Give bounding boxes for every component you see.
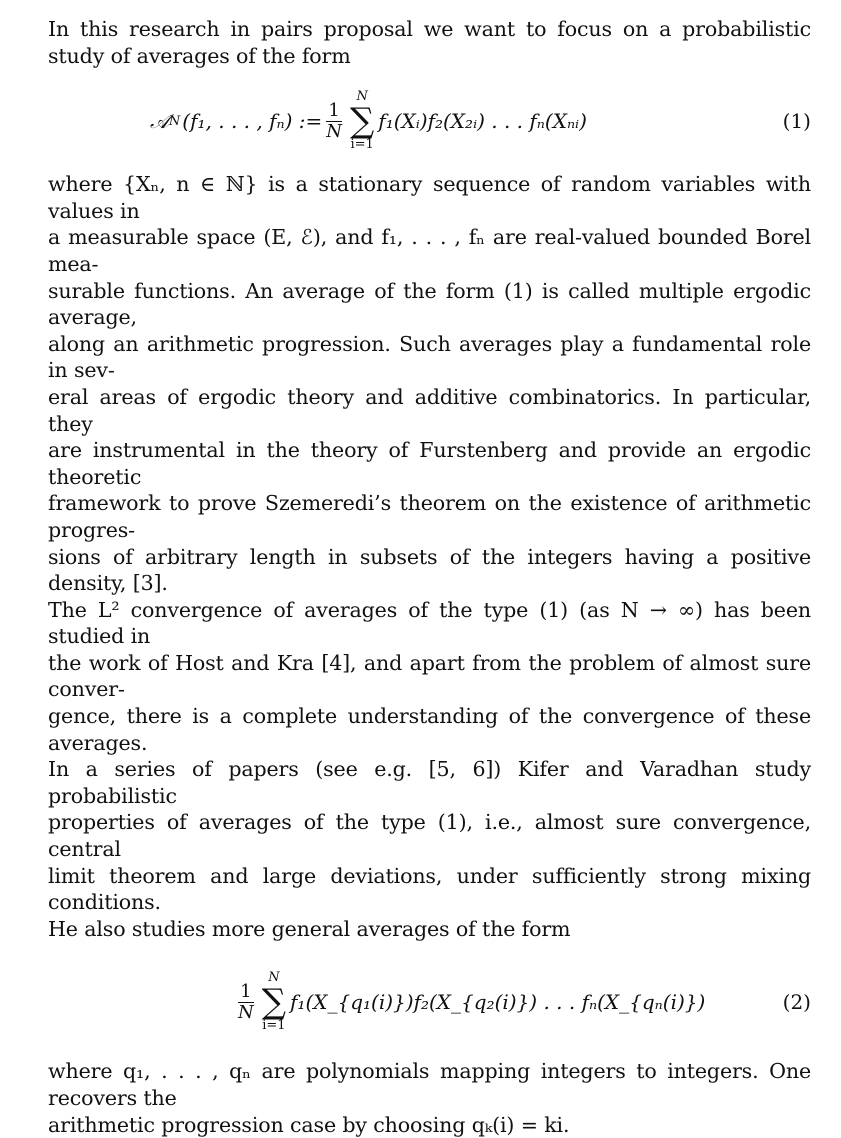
- paragraph-line: where q₁, . . . , qₙ are polynomials mapping integers to integers. One recovers the: [48, 1059, 811, 1110]
- sigma-icon: ∑: [261, 982, 287, 1023]
- equation-1: [48, 73, 811, 169]
- paragraph-line: surable functions. An average of the form (1) is called multiple ergodic average,: [48, 278, 811, 330]
- document-page: [48, 16, 811, 1138]
- paragraph-line: arithmetic progression case by choosing qₖ(i) = ki.: [48, 1112, 570, 1137]
- paragraph-line: properties of averages of the type (1), i.e., almost sure convergence, central: [48, 810, 811, 862]
- paragraph-line: limit theorem and large deviations, under sufficiently strong mixing conditions.: [48, 863, 811, 915]
- eq2-fraction: [238, 982, 254, 1023]
- paragraph-line: framework to prove Szemeredi’s theorem on the existence of arithmetic progres-: [48, 491, 811, 542]
- eq1-frac-den: N: [326, 120, 343, 142]
- main-paragraph: [48, 171, 811, 942]
- paragraph-line: the work of Host and Kra [4], and apart from the problem of almost sure conver-: [48, 650, 811, 702]
- eq1-fraction: [326, 101, 342, 142]
- eq2-frac-num: 1: [240, 980, 252, 1002]
- equation-1-label: (1): [782, 109, 811, 134]
- equation-2-formula: [234, 954, 705, 1050]
- paragraph-line: sions of arbitrary length in subsets of the integers having a positive density, [3].: [48, 544, 811, 596]
- intro-paragraph: In this research in pairs proposal we want to focus on a probabilistic study of averages of the form: [48, 17, 811, 68]
- eq1-body: f₁(Xᵢ)f₂(X₂ᵢ) . . . fₙ(Xₙᵢ): [378, 109, 587, 134]
- eq1-lhs-symbol: 𝒜: [150, 109, 169, 134]
- paragraph-line: where {Xₙ, n ∈ ℕ} is a stationary sequence of random variables with values in: [48, 172, 811, 223]
- equation-2-label: (2): [782, 990, 811, 1015]
- eq2-frac-den: N: [238, 1001, 254, 1023]
- eq2-summation: [262, 971, 286, 1033]
- paragraph-line: He also studies more general averages of the form: [48, 916, 571, 941]
- paragraph-line: eral areas of ergodic theory and additive combinatorics. In particular, they: [48, 384, 811, 436]
- paragraph-line: The L² convergence of averages of the type (1) (as N → ∞) has been studied in: [48, 597, 811, 649]
- eq1-summation: [350, 90, 374, 152]
- closing-paragraph: [48, 1058, 811, 1138]
- paragraph-line: gence, there is a complete understanding of the convergence of these averages.: [48, 704, 811, 755]
- eq1-lhs-args: (f₁, . . . , fₙ) :=: [182, 109, 323, 134]
- eq1-sum-upper: N: [356, 89, 368, 105]
- equation-1-formula: [150, 73, 587, 169]
- paragraph-line: are instrumental in the theory of Furstenberg and provide an ergodic theoretic: [48, 438, 811, 489]
- sigma-icon: ∑: [350, 101, 375, 142]
- eq1-sum-lower: i=1: [350, 137, 374, 153]
- equation-2: [48, 954, 811, 1050]
- eq1-frac-num: 1: [328, 99, 340, 121]
- eq2-sum-lower: i=1: [262, 1018, 286, 1034]
- eq2-sum-upper: N: [268, 970, 280, 986]
- paragraph-line: a measurable space (E, ℰ), and f₁, . . . , fₙ are real-valued bounded Borel mea-: [48, 225, 811, 276]
- eq1-lhs-sub: N: [168, 113, 181, 129]
- paragraph-line: In a series of papers (see e.g. [5, 6]) Kifer and Varadhan study probabilistic: [48, 757, 811, 808]
- paragraph-line: along an arithmetic progression. Such averages play a fundamental role in sev-: [48, 331, 811, 383]
- eq2-body: f₁(X_{q₁(i)})f₂(X_{q₂(i)}) . . . fₙ(X_{qₙ(i)}): [290, 990, 706, 1015]
